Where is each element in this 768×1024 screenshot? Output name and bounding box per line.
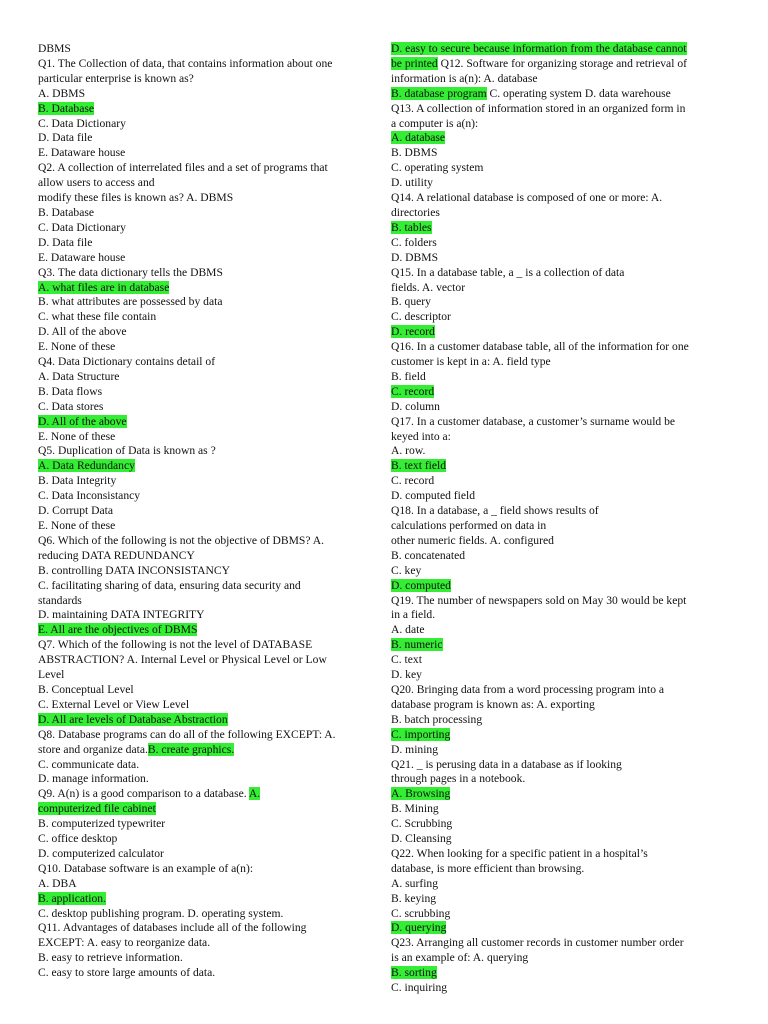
highlighted-answer: A. what files are in database <box>38 280 170 294</box>
text-segment: A. DBA <box>38 876 77 890</box>
text-line <box>38 802 366 817</box>
highlighted-answer: D. computed <box>391 578 451 592</box>
text-segment: Q15. In a database table, a _ is a collection of data <box>391 265 625 279</box>
text-line <box>391 131 717 146</box>
text-line <box>38 668 366 683</box>
text-line <box>391 504 717 519</box>
text-line <box>38 549 366 564</box>
highlighted-answer: D. record <box>391 325 435 339</box>
text-line <box>391 295 717 310</box>
text-line <box>38 236 366 251</box>
text-segment: C. folders <box>391 235 437 249</box>
text-line <box>38 281 366 296</box>
text-segment: C. communicate data. <box>38 757 140 771</box>
text-line <box>38 161 366 176</box>
text-segment: Q21. _ is perusing data in a database as if looking <box>391 757 622 771</box>
text-line <box>38 713 366 728</box>
text-segment: C. office desktop <box>38 832 118 846</box>
text-line <box>38 623 366 638</box>
text-segment: D. All of the above <box>38 325 127 339</box>
highlighted-answer: B. sorting <box>391 966 437 980</box>
text-line <box>38 534 366 549</box>
text-line <box>391 325 717 340</box>
text-segment: Q14. A relational database is composed of one or more: A. <box>391 191 663 205</box>
text-segment: Q5. Duplication of Data is known as ? <box>38 444 216 458</box>
text-line <box>391 892 717 907</box>
text-line <box>391 653 717 668</box>
text-segment: B. keying <box>391 891 437 905</box>
text-segment: D. utility <box>391 176 433 190</box>
text-segment: A. Data Structure <box>38 369 120 383</box>
text-line <box>391 310 717 325</box>
text-line <box>391 713 717 728</box>
text-segment: is an example of: A. querying <box>391 951 529 965</box>
text-line <box>38 221 366 236</box>
text-line <box>38 683 366 698</box>
text-segment: C. Scrubbing <box>391 817 453 831</box>
text-line <box>391 251 717 266</box>
text-line <box>391 266 717 281</box>
text-segment: B. field <box>391 369 426 383</box>
text-segment: E. None of these <box>38 519 116 532</box>
text-line <box>391 847 717 862</box>
text-line <box>38 117 366 132</box>
text-segment: C. desktop publishing program. D. operating system. <box>38 906 284 920</box>
text-line <box>391 951 717 966</box>
text-line <box>38 504 366 519</box>
text-segment: C. facilitating sharing of data, ensuring data security and <box>38 578 301 592</box>
text-line <box>391 385 717 400</box>
text-segment: B. controlling DATA INCONSISTANCY <box>38 563 231 577</box>
text-line <box>391 564 717 579</box>
text-segment: E. None of these <box>38 340 116 354</box>
text-segment: customer is kept in a: A. field type <box>391 355 551 369</box>
text-segment: standards <box>38 593 82 607</box>
text-line <box>38 936 366 951</box>
text-line <box>391 57 717 72</box>
text-line <box>38 131 366 146</box>
text-line <box>38 191 366 206</box>
text-segment: Q3. The data dictionary tells the DBMS <box>38 265 223 279</box>
text-line <box>38 892 366 907</box>
highlighted-answer: B. Database <box>38 101 95 115</box>
text-line <box>38 340 366 355</box>
highlighted-answer: B. create graphics. <box>147 742 235 756</box>
text-segment: Q2. A collection of interrelated files and a set of programs that <box>38 161 328 175</box>
text-segment: D. Data file <box>38 131 93 145</box>
text-line <box>38 310 366 325</box>
text-line <box>38 594 366 609</box>
highlighted-answer: B. database program <box>391 86 487 100</box>
text-line <box>391 683 717 698</box>
text-segment: information is a(n): A. database <box>391 71 538 85</box>
text-segment: B. computerized typewriter <box>38 817 166 831</box>
text-segment: DBMS <box>38 42 71 55</box>
text-line <box>391 370 717 385</box>
text-line <box>391 549 717 564</box>
text-segment: C. Data Dictionary <box>38 116 126 130</box>
text-line <box>38 266 366 281</box>
text-segment: C. External Level or View Level <box>38 697 190 711</box>
text-line <box>391 579 717 594</box>
text-segment: Q7. Which of the following is not the level of DATABASE <box>38 638 313 652</box>
text-segment: directories <box>391 205 440 219</box>
text-segment: C. Data Dictionary <box>38 220 126 234</box>
text-segment: allow users to access and <box>38 176 155 190</box>
highlighted-answer: A. <box>248 787 261 801</box>
text-segment: A. row. <box>391 444 426 458</box>
text-line <box>391 921 717 936</box>
text-line <box>391 981 717 996</box>
text-line <box>391 176 717 191</box>
text-line <box>391 281 717 296</box>
text-segment: Q12. Software for organizing storage and retrieval of <box>437 56 687 70</box>
text-line <box>38 921 366 936</box>
text-segment: D. column <box>391 399 440 413</box>
text-segment: D. Data file <box>38 235 93 249</box>
text-line <box>391 862 717 877</box>
text-segment: B. concatenated <box>391 548 466 562</box>
text-segment: D. key <box>391 668 422 682</box>
text-segment: C. Data Inconsistancy <box>38 489 141 503</box>
text-line <box>391 221 717 236</box>
text-segment: Q22. When looking for a specific patient in a hospital’s <box>391 846 648 860</box>
text-line <box>391 594 717 609</box>
highlighted-answer: D. All are levels of Database Abstraction <box>38 712 228 726</box>
text-segment: modify these files is known as? A. DBMS <box>38 191 234 205</box>
text-line <box>391 728 717 743</box>
text-segment: B. batch processing <box>391 712 483 726</box>
text-segment: keyed into a: <box>391 429 451 443</box>
text-line <box>391 608 717 623</box>
text-segment: Q4. Data Dictionary contains detail of <box>38 355 216 369</box>
text-line <box>391 936 717 951</box>
highlighted-answer: computerized file cabinet <box>38 802 156 816</box>
text-segment: C. descriptor <box>391 310 451 324</box>
text-line <box>391 430 717 445</box>
text-segment: C. operating system <box>391 161 484 175</box>
text-line <box>38 519 366 534</box>
text-line <box>391 489 717 504</box>
text-segment: database program is known as: A. exporting <box>391 697 595 711</box>
text-segment: D. mining <box>391 742 439 756</box>
text-segment: B. Conceptual Level <box>38 682 134 696</box>
text-segment: in a field. <box>391 608 436 622</box>
text-line <box>391 117 717 132</box>
text-line <box>38 489 366 504</box>
text-line <box>391 206 717 221</box>
text-line <box>391 966 717 981</box>
text-line <box>391 519 717 534</box>
text-line <box>391 400 717 415</box>
text-segment: Q19. The number of newspapers sold on May 30 would be kept <box>391 593 687 607</box>
text-segment: C. record <box>391 474 435 488</box>
text-line <box>38 57 366 72</box>
highlighted-answer: E. All are the objectives of DBMS <box>38 623 198 637</box>
text-line <box>391 474 717 489</box>
text-line <box>38 608 366 623</box>
text-segment: E. Dataware house <box>38 250 126 264</box>
text-segment: C. easy to store large amounts of data. <box>38 966 216 980</box>
text-segment: B. Mining <box>391 802 439 816</box>
text-segment: Q11. Advantages of databases include all of the following <box>38 921 307 935</box>
text-segment: A. surfing <box>391 876 439 890</box>
text-segment: D. computed field <box>391 489 476 503</box>
text-line <box>38 459 366 474</box>
text-segment: A. date <box>391 623 425 637</box>
text-line <box>391 772 717 787</box>
text-segment: C. inquiring <box>391 981 448 995</box>
text-segment: E. None of these <box>38 429 116 443</box>
text-segment: Q16. In a customer database table, all of the information for one <box>391 340 689 354</box>
text-line <box>391 802 717 817</box>
text-line <box>38 653 366 668</box>
text-segment: database, is more efficient than browsing. <box>391 861 585 875</box>
text-segment: C. scrubbing <box>391 906 451 920</box>
text-segment: a computer is a(n): <box>391 116 479 130</box>
text-segment: particular enterprise is known as? <box>38 71 194 85</box>
text-segment: C. key <box>391 563 422 577</box>
text-line <box>391 668 717 683</box>
text-line <box>391 87 717 102</box>
text-segment: Q8. Database programs can do all of the following EXCEPT: A. <box>38 727 336 741</box>
text-line <box>391 907 717 922</box>
highlighted-answer: A. Browsing <box>391 787 451 801</box>
text-segment: calculations performed on data in <box>391 519 547 532</box>
text-segment: Q13. A collection of information stored in an organized form in <box>391 101 686 115</box>
text-line <box>38 772 366 787</box>
text-line <box>391 146 717 161</box>
text-segment: B. Data flows <box>38 384 103 398</box>
text-line <box>38 325 366 340</box>
text-segment: C. Data stores <box>38 399 104 413</box>
text-segment: A. DBMS <box>38 86 86 100</box>
text-line <box>38 42 366 57</box>
text-segment: Level <box>38 668 65 682</box>
text-line <box>391 787 717 802</box>
text-line <box>38 415 366 430</box>
text-line <box>38 385 366 400</box>
text-segment: Q18. In a database, a _ field shows results of <box>391 504 599 518</box>
text-segment: Q6. Which of the following is not the objective of DBMS? A. <box>38 533 325 547</box>
text-segment: B. easy to retrieve information. <box>38 951 183 965</box>
text-line <box>391 758 717 773</box>
text-segment: C. what these file contain <box>38 310 157 324</box>
text-segment: D. Corrupt Data <box>38 504 114 518</box>
text-segment: Q23. Arranging all customer records in customer number order <box>391 936 684 950</box>
text-line <box>391 877 717 892</box>
highlighted-answer: B. application. <box>38 891 106 905</box>
text-segment: through pages in a notebook. <box>391 772 526 786</box>
text-line <box>38 430 366 445</box>
text-segment: D. DBMS <box>391 250 439 264</box>
text-line <box>391 355 717 370</box>
text-line <box>38 295 366 310</box>
text-line <box>391 42 717 57</box>
text-segment: B. Data Integrity <box>38 474 117 488</box>
text-line <box>38 146 366 161</box>
text-line <box>38 758 366 773</box>
highlighted-answer: B. text field <box>391 459 447 473</box>
text-line <box>38 102 366 117</box>
text-line <box>391 102 717 117</box>
highlighted-answer: D. querying <box>391 921 447 935</box>
highlighted-answer: B. numeric <box>391 638 443 652</box>
text-segment: B. query <box>391 295 431 309</box>
highlighted-answer: B. tables <box>391 220 432 234</box>
text-line <box>38 817 366 832</box>
text-segment: Q9. A(n) is a good comparison to a database. <box>38 787 249 801</box>
text-line <box>38 638 366 653</box>
highlighted-answer: A. Data Redundancy <box>38 459 135 473</box>
text-line <box>38 862 366 877</box>
text-line <box>38 907 366 922</box>
text-line <box>38 355 366 370</box>
left-column <box>38 42 366 981</box>
text-line <box>391 817 717 832</box>
text-line <box>38 877 366 892</box>
text-line <box>38 206 366 221</box>
text-segment: B. DBMS <box>391 146 438 160</box>
text-line <box>391 444 717 459</box>
text-line <box>38 951 366 966</box>
text-segment: D. maintaining DATA INTEGRITY <box>38 608 205 622</box>
text-line <box>38 72 366 87</box>
text-segment: EXCEPT: A. easy to reorganize data. <box>38 936 211 950</box>
text-line <box>38 87 366 102</box>
text-segment: B. Database <box>38 205 95 219</box>
text-line <box>38 251 366 266</box>
text-segment: other numeric fields. A. configured <box>391 533 554 547</box>
text-line <box>391 743 717 758</box>
text-line <box>391 623 717 638</box>
text-segment: D. computerized calculator <box>38 846 164 860</box>
text-line <box>38 564 366 579</box>
text-line <box>38 400 366 415</box>
text-line <box>391 191 717 206</box>
text-line <box>391 415 717 430</box>
text-segment: Q10. Database software is an example of a(n): <box>38 861 254 875</box>
text-segment: B. what attributes are possessed by data <box>38 295 223 309</box>
highlighted-answer: A. database <box>391 131 446 145</box>
text-line <box>38 832 366 847</box>
text-line <box>38 444 366 459</box>
text-line <box>38 847 366 862</box>
text-segment: D. manage information. <box>38 772 149 786</box>
text-segment: D. Cleansing <box>391 832 452 846</box>
highlighted-answer: D. easy to secure because information from the database cannot <box>391 42 687 55</box>
text-line <box>391 534 717 549</box>
text-line <box>391 638 717 653</box>
text-segment: reducing DATA REDUNDANCY <box>38 548 195 562</box>
text-line <box>38 579 366 594</box>
highlighted-answer: D. All of the above <box>38 414 127 428</box>
text-line <box>38 370 366 385</box>
text-line <box>38 176 366 191</box>
text-segment: C. operating system D. data warehouse <box>486 86 671 100</box>
text-line <box>391 161 717 176</box>
text-line <box>38 966 366 981</box>
text-line <box>391 459 717 474</box>
text-line <box>38 474 366 489</box>
text-segment: Q1. The Collection of data, that contains information about one <box>38 56 333 70</box>
highlighted-answer: be printed <box>391 56 438 70</box>
text-line <box>38 698 366 713</box>
highlighted-answer: C. record <box>391 384 435 398</box>
right-column <box>391 42 717 996</box>
text-line <box>391 832 717 847</box>
text-segment: ABSTRACTION? A. Internal Level or Physical Level or Low <box>38 653 327 667</box>
text-line <box>391 236 717 251</box>
text-line <box>391 698 717 713</box>
text-segment: store and organize data. <box>38 742 148 756</box>
text-line <box>391 340 717 355</box>
text-segment: E. Dataware house <box>38 146 126 160</box>
text-segment: C. text <box>391 653 422 667</box>
highlighted-answer: C. importing <box>391 727 451 741</box>
text-segment: fields. A. vector <box>391 280 466 294</box>
text-segment: Q20. Bringing data from a word processing program into a <box>391 682 665 696</box>
text-line <box>38 743 366 758</box>
text-line <box>391 72 717 87</box>
text-line <box>38 728 366 743</box>
text-line <box>38 787 366 802</box>
text-segment: Q17. In a customer database, a customer’s surname would be <box>391 414 676 428</box>
